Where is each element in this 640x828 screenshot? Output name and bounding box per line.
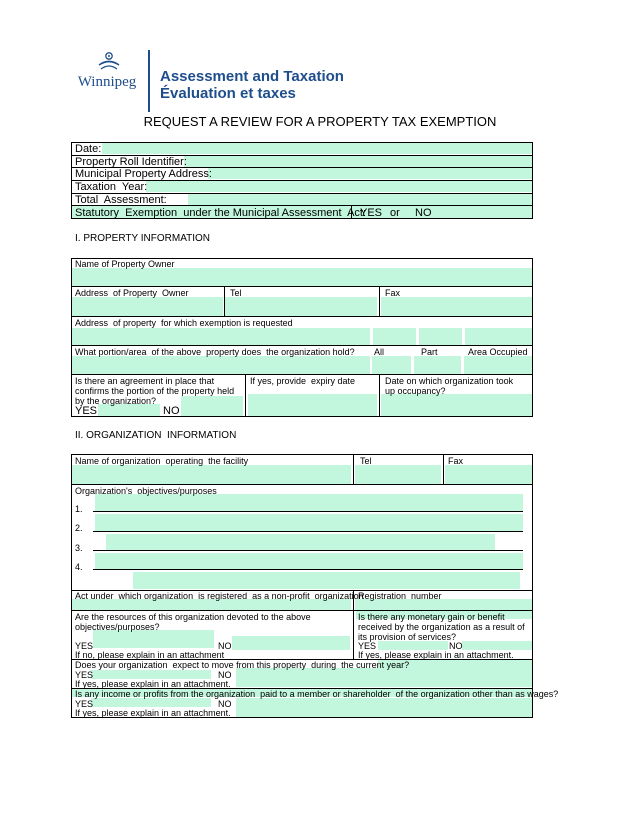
- exempt-field-4[interactable]: [465, 328, 532, 345]
- owner-name-label: Name of Property Owner: [75, 259, 175, 269]
- portion-all-field[interactable]: [372, 356, 411, 374]
- statutory-or: or: [390, 207, 400, 219]
- total-field[interactable]: [188, 194, 532, 205]
- city-logo: [74, 48, 140, 98]
- resources-no-label: NO: [218, 641, 232, 651]
- portion-area-label: Area Occupied: [468, 347, 528, 357]
- year-label: Taxation Year:: [75, 181, 148, 193]
- income-question: Is any income or profits from the organization paid to a member or shareholder of the organization other than as wages?: [75, 689, 559, 699]
- date-field[interactable]: [102, 143, 532, 154]
- objective-4-number: 4.: [75, 562, 83, 572]
- occupancy-label: Date on which organization took up occupancy?: [385, 376, 514, 396]
- move-no-label: NO: [218, 670, 232, 680]
- objective-5-field[interactable]: [133, 572, 520, 589]
- statutory-yes[interactable]: YES: [360, 207, 383, 219]
- gain-yes-field[interactable]: [378, 641, 448, 650]
- statutory-label: Statutory Exemption under the Municipal Assessment Act:: [75, 207, 367, 219]
- dept-name-fr: Évaluation et taxes: [160, 85, 296, 102]
- portion-field[interactable]: [72, 356, 370, 374]
- occupancy-field[interactable]: [381, 394, 532, 416]
- income-explain: If yes, please explain in an attachment.: [75, 708, 231, 718]
- org-tel-field[interactable]: [355, 465, 441, 484]
- income-no-label: NO: [218, 699, 232, 709]
- objective-2-number: 2.: [75, 523, 83, 533]
- logo-text: Winnipeg: [77, 74, 137, 90]
- date-label: Date:: [75, 143, 102, 155]
- roll-label: Property Roll Identifier:: [75, 156, 187, 168]
- objective-3-number: 3.: [75, 543, 83, 553]
- year-field[interactable]: [146, 181, 532, 192]
- statutory-no[interactable]: NO: [415, 207, 432, 219]
- expiry-label: If yes, provide expiry date: [250, 376, 356, 386]
- logo-divider: [148, 50, 150, 112]
- act-label: Act under which organization is registered as a non-profit organization: [75, 591, 364, 601]
- resources-no-field[interactable]: [232, 636, 350, 650]
- dept-name-en: Assessment and Taxation: [160, 68, 344, 85]
- objective-1-number: 1.: [75, 504, 83, 514]
- owner-fax-field[interactable]: [381, 297, 532, 316]
- total-label: Total Assessment:: [75, 194, 167, 206]
- exempt-field-3[interactable]: [419, 328, 462, 345]
- org-fax-field[interactable]: [445, 465, 532, 484]
- income-yes-label: YES: [75, 699, 94, 709]
- owner-address-field[interactable]: [72, 297, 223, 316]
- portion-part-field[interactable]: [414, 356, 461, 374]
- exempt-address-label: Address of property for which exemption is requested: [75, 318, 293, 328]
- gain-explain: If yes, please explain in an attachment.: [358, 650, 514, 660]
- gain-no-field[interactable]: [462, 641, 532, 650]
- owner-tel-label: Tel: [230, 288, 242, 298]
- agreement-yes-label: YES: [75, 405, 98, 417]
- org-name-label: Name of organization operating the facility: [75, 456, 249, 466]
- move-no-field[interactable]: [236, 668, 532, 687]
- objective-2-field[interactable]: [95, 514, 523, 532]
- owner-fax-label: Fax: [385, 288, 401, 298]
- resources-yes-label: YES: [75, 641, 94, 651]
- owner-address-label: Address of Property Owner: [75, 288, 189, 298]
- income-no-field[interactable]: [236, 698, 532, 717]
- org-name-field[interactable]: [72, 465, 351, 484]
- objective-1-field[interactable]: [95, 494, 523, 512]
- objective-3-field[interactable]: [106, 534, 495, 550]
- page-title: REQUEST A REVIEW FOR A PROPERTY TAX EXEMPTION: [143, 114, 497, 129]
- address-label: Municipal Property Address:: [75, 168, 212, 180]
- objectives-label: Organization's objectives/purposes: [75, 486, 217, 496]
- logo-emblem-icon: [96, 48, 122, 72]
- reg-number-label: Registration number: [358, 591, 442, 601]
- resources-explain: If no, please explain in an attachment: [75, 650, 225, 660]
- expiry-field[interactable]: [248, 394, 377, 416]
- move-explain: If yes, please explain in an attachment.: [75, 679, 231, 689]
- resources-yes-field[interactable]: [93, 630, 214, 648]
- portion-area-field[interactable]: [464, 356, 532, 374]
- exempt-address-field[interactable]: [72, 328, 370, 345]
- owner-name-field[interactable]: [72, 268, 532, 286]
- roll-field[interactable]: [184, 156, 532, 167]
- org-tel-label: Tel: [360, 456, 372, 466]
- resources-question: Are the resources of this organization devoted to the above objectives/purposes?: [75, 612, 311, 632]
- move-question: Does your organization expect to move from this property during the current year?: [75, 660, 410, 670]
- address-field[interactable]: [208, 168, 532, 179]
- portion-part-label: Part: [421, 347, 438, 357]
- agreement-label: Is there an agreement in place that confirms the portion of the property held by the organization?: [75, 376, 235, 406]
- section-2-heading: II. ORGANIZATION INFORMATION: [75, 430, 237, 441]
- objective-4-field[interactable]: [95, 553, 523, 570]
- exempt-field-2[interactable]: [373, 328, 416, 345]
- org-fax-label: Fax: [448, 456, 464, 466]
- gain-yes-label: YES: [358, 641, 377, 651]
- agreement-no-label: NO: [163, 405, 180, 417]
- move-yes-field[interactable]: [91, 670, 211, 679]
- section-1-heading: I. PROPERTY INFORMATION: [75, 233, 211, 244]
- gain-question: Is there any monetary gain or benefit received by the organization as a result of its provision of services?: [358, 612, 525, 642]
- owner-tel-field[interactable]: [225, 297, 377, 316]
- gain-no-label: NO: [449, 641, 463, 651]
- move-yes-label: YES: [75, 670, 94, 680]
- portion-label: What portion/area of the above property does the organization hold?: [75, 347, 355, 357]
- portion-all-label: All: [374, 347, 385, 357]
- income-yes-field[interactable]: [91, 698, 211, 707]
